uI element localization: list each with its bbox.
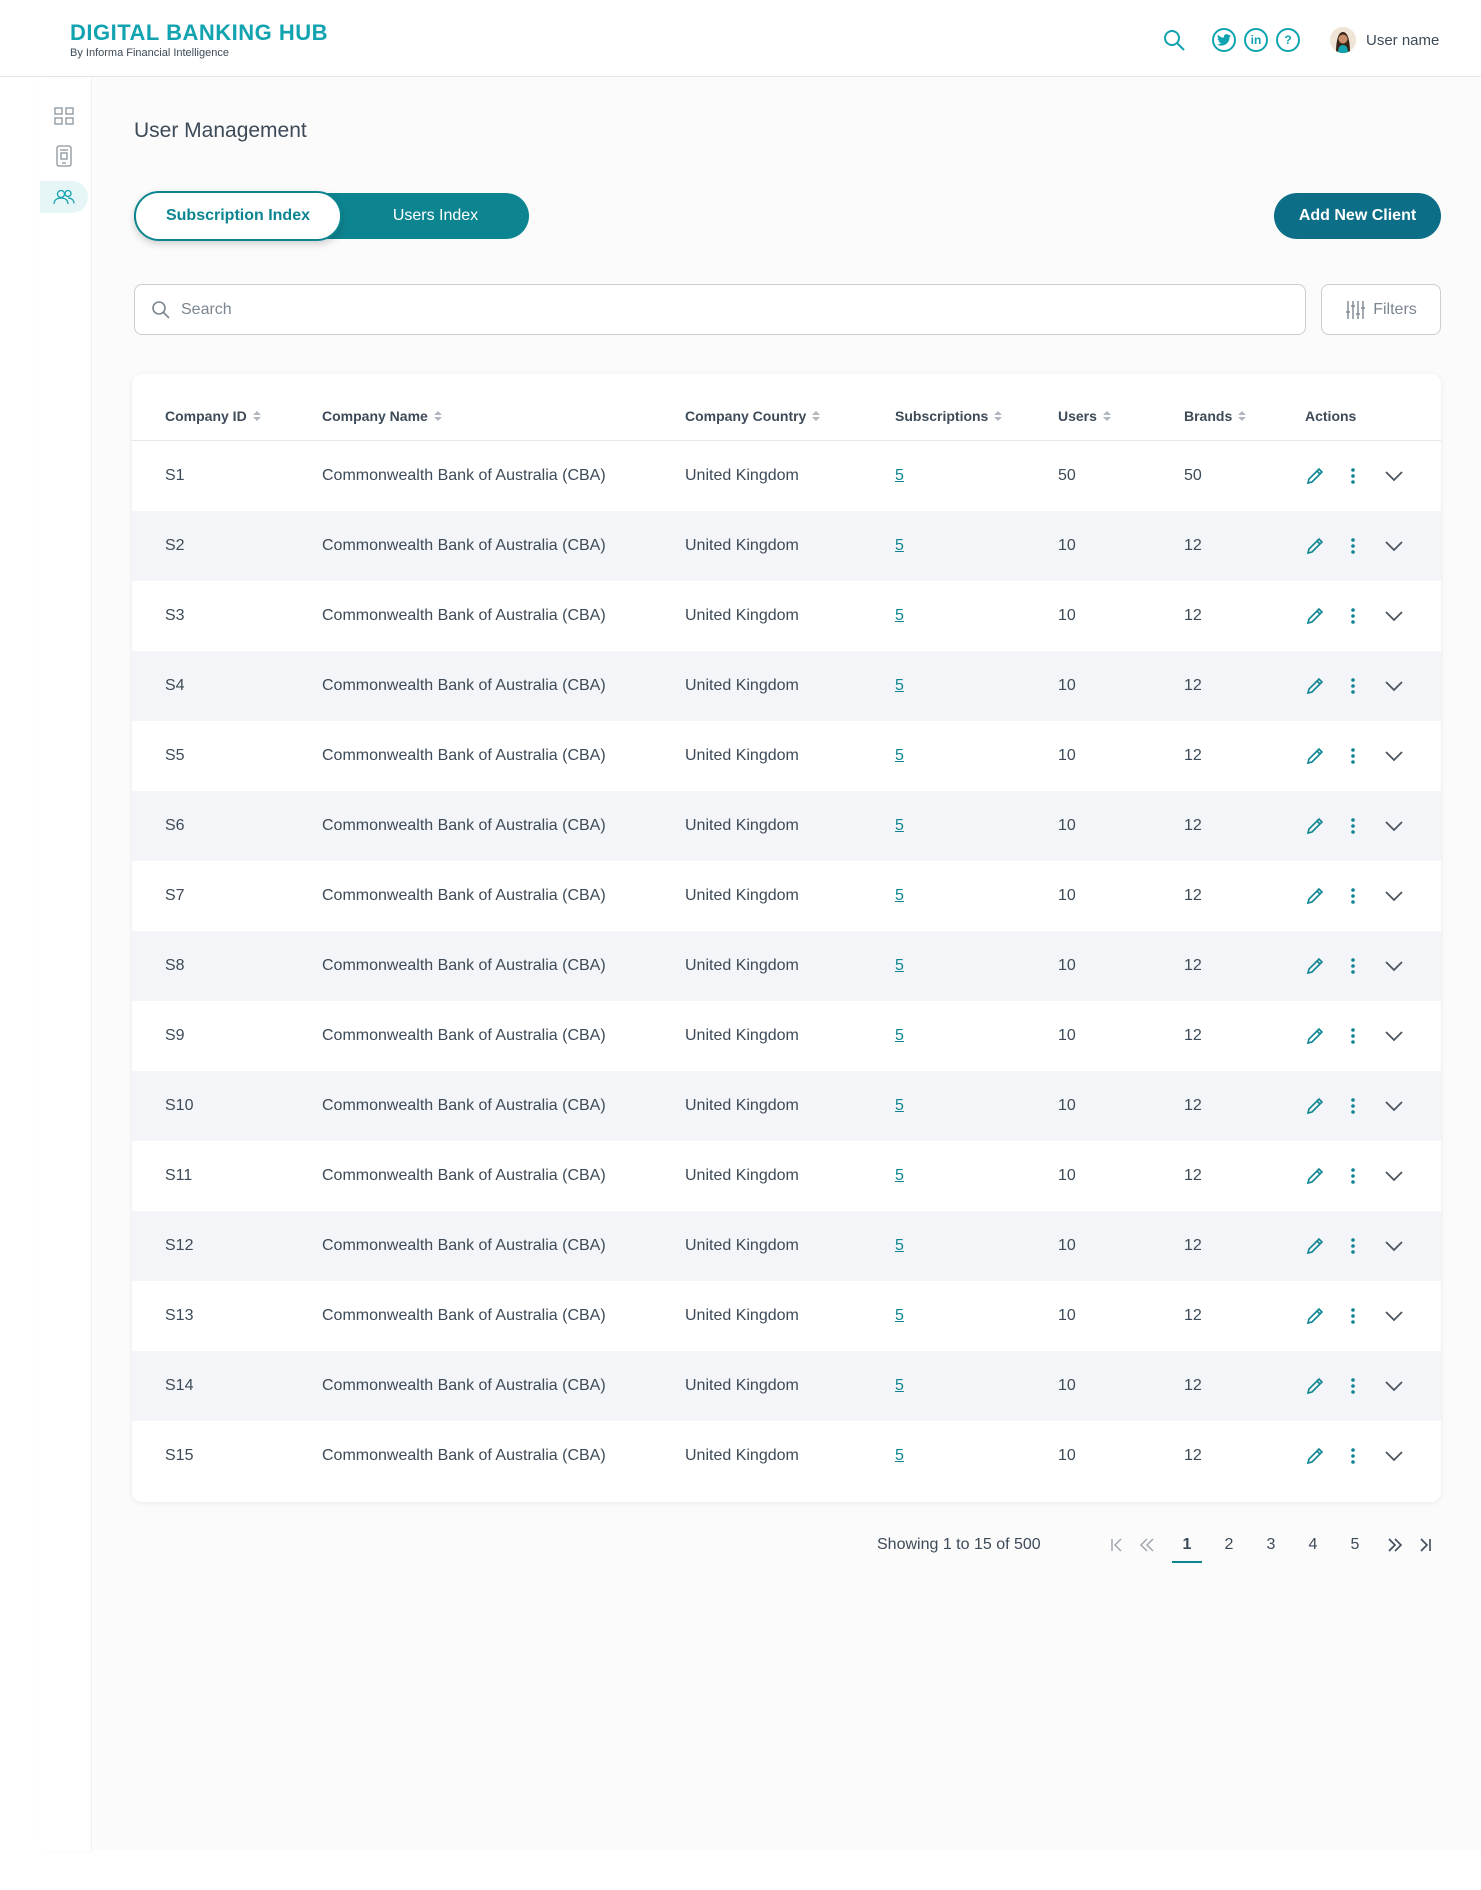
cell-company-country: United Kingdom <box>685 537 799 554</box>
cell-company-name: Commonwealth Bank of Australia (CBA) <box>322 1447 606 1464</box>
sidebar-item-users[interactable] <box>40 181 88 213</box>
chevron-down-icon[interactable] <box>1382 680 1406 692</box>
more-vertical-icon[interactable] <box>1342 1238 1364 1254</box>
cell-subscriptions <box>895 1071 904 1141</box>
chevron-down-icon[interactable] <box>1382 1170 1406 1182</box>
subscriptions-link[interactable]: 5 <box>895 537 904 554</box>
cell-company-country: United Kingdom <box>685 607 799 624</box>
cell-company-id: S11 <box>165 1167 193 1184</box>
cell-company-id: S5 <box>165 747 185 764</box>
cell-brands: 12 <box>1184 887 1202 904</box>
cell-company-country: United Kingdom <box>685 957 799 974</box>
edit-pencil-icon[interactable] <box>1304 606 1326 626</box>
edit-pencil-icon[interactable] <box>1304 1446 1326 1466</box>
mobile-icon <box>56 145 72 167</box>
row-actions <box>1304 861 1406 931</box>
cell-company-id: S14 <box>165 1377 194 1394</box>
table-row[interactable] <box>132 1351 1441 1421</box>
cell-brands: 12 <box>1184 537 1202 554</box>
cell-subscriptions <box>895 511 904 581</box>
cell-subscriptions <box>895 1211 904 1281</box>
row-actions <box>1304 581 1406 651</box>
page-numbers <box>1166 1529 1376 1561</box>
table-row[interactable] <box>132 791 1441 861</box>
cell-users: 10 <box>1058 1097 1076 1114</box>
cell-company-country: United Kingdom <box>685 1447 799 1464</box>
more-vertical-icon[interactable] <box>1342 958 1364 974</box>
more-vertical-icon[interactable] <box>1342 888 1364 904</box>
cell-subscriptions <box>895 441 904 511</box>
cell-brands: 12 <box>1184 957 1202 974</box>
cell-company-country: United Kingdom <box>685 1027 799 1044</box>
tab-subscription-index[interactable]: Subscription Index <box>134 191 342 241</box>
cell-brands: 12 <box>1184 1447 1202 1464</box>
cell-company-country: United Kingdom <box>685 1167 799 1184</box>
row-actions <box>1304 721 1406 791</box>
edit-pencil-icon[interactable] <box>1304 1166 1326 1186</box>
cell-company-name: Commonwealth Bank of Australia (CBA) <box>322 677 606 694</box>
cell-company-country: United Kingdom <box>685 887 799 904</box>
cell-brands: 12 <box>1184 747 1202 764</box>
table-row[interactable] <box>132 1001 1441 1071</box>
cell-subscriptions <box>895 1281 904 1351</box>
social-links <box>1212 28 1300 52</box>
chevron-down-icon[interactable] <box>1382 1310 1406 1322</box>
table-row[interactable] <box>132 861 1441 931</box>
cell-company-country: United Kingdom <box>685 1377 799 1394</box>
edit-pencil-icon[interactable] <box>1304 466 1326 486</box>
col-company-name[interactable] <box>322 408 442 424</box>
table-row[interactable] <box>132 931 1441 1001</box>
cell-company-country: United Kingdom <box>685 677 799 694</box>
table-row[interactable] <box>132 1211 1441 1281</box>
cell-brands: 12 <box>1184 1237 1202 1254</box>
more-vertical-icon[interactable] <box>1342 1308 1364 1324</box>
row-actions <box>1304 441 1406 511</box>
row-actions <box>1304 1351 1406 1421</box>
cell-users: 10 <box>1058 1307 1076 1324</box>
edit-pencil-icon[interactable] <box>1304 676 1326 696</box>
subscriptions-link[interactable]: 5 <box>895 607 904 624</box>
edit-pencil-icon[interactable] <box>1304 1026 1326 1046</box>
cell-company-name: Commonwealth Bank of Australia (CBA) <box>322 747 606 764</box>
more-vertical-icon[interactable] <box>1342 468 1364 484</box>
subscriptions-link[interactable]: 5 <box>895 1167 904 1184</box>
subscriptions-link[interactable]: 5 <box>895 1027 904 1044</box>
row-actions <box>1304 791 1406 861</box>
cell-company-id: S7 <box>165 887 185 904</box>
cell-company-country: United Kingdom <box>685 747 799 764</box>
dashboard-icon <box>54 107 74 125</box>
edit-pencil-icon[interactable] <box>1304 886 1326 906</box>
cell-company-id: S3 <box>165 607 185 624</box>
row-actions <box>1304 1001 1406 1071</box>
table-row[interactable] <box>132 651 1441 721</box>
cell-subscriptions <box>895 861 904 931</box>
cell-users: 10 <box>1058 1167 1076 1184</box>
chevron-down-icon[interactable] <box>1382 890 1406 902</box>
cell-company-name: Commonwealth Bank of Australia (CBA) <box>322 1237 606 1254</box>
subscriptions-link[interactable]: 5 <box>895 1307 904 1324</box>
table-row[interactable] <box>132 441 1441 511</box>
edit-pencil-icon[interactable] <box>1304 1096 1326 1116</box>
brand-logo[interactable] <box>70 21 328 59</box>
chevron-down-icon[interactable] <box>1382 820 1406 832</box>
row-actions <box>1304 1141 1406 1211</box>
cell-company-id: S15 <box>165 1447 194 1464</box>
next-pages-icon[interactable] <box>1380 1529 1410 1561</box>
cell-company-id: S1 <box>165 467 185 484</box>
cell-brands: 12 <box>1184 1097 1202 1114</box>
cell-brands: 12 <box>1184 1027 1202 1044</box>
cell-company-name: Commonwealth Bank of Australia (CBA) <box>322 1167 606 1184</box>
cell-company-id: S9 <box>165 1027 185 1044</box>
chevron-down-icon[interactable] <box>1382 610 1406 622</box>
edit-pencil-icon[interactable] <box>1304 746 1326 766</box>
sidebar <box>40 77 92 1850</box>
cell-company-id: S8 <box>165 957 185 974</box>
cell-users: 10 <box>1058 887 1076 904</box>
sort-icon <box>253 411 261 421</box>
cell-subscriptions <box>895 581 904 651</box>
row-actions <box>1304 1071 1406 1141</box>
first-page-icon[interactable] <box>1102 1529 1132 1561</box>
sidebar-item-dashboard[interactable] <box>40 100 88 132</box>
row-actions <box>1304 651 1406 721</box>
subscriptions-link[interactable]: 5 <box>895 1377 904 1394</box>
cell-company-name: Commonwealth Bank of Australia (CBA) <box>322 1097 606 1114</box>
twitter-icon[interactable] <box>1212 28 1236 52</box>
cell-company-name: Commonwealth Bank of Australia (CBA) <box>322 1307 606 1324</box>
cell-company-country: United Kingdom <box>685 1237 799 1254</box>
users-icon <box>53 189 75 205</box>
main-content <box>92 77 1481 1850</box>
sort-icon <box>994 411 1002 421</box>
col-company-id-label: Company ID <box>165 408 247 424</box>
table-row[interactable] <box>132 1281 1441 1351</box>
cell-subscriptions <box>895 651 904 721</box>
pagination-info: Showing 1 to 15 of 500 <box>877 1536 1041 1553</box>
add-new-client-button[interactable]: Add New Client <box>1274 193 1441 239</box>
cell-users: 10 <box>1058 957 1076 974</box>
sort-icon <box>1238 411 1246 421</box>
cell-subscriptions <box>895 791 904 861</box>
top-header <box>0 0 1481 77</box>
cell-company-name: Commonwealth Bank of Australia (CBA) <box>322 887 606 904</box>
cell-subscriptions <box>895 931 904 1001</box>
table-body <box>132 441 1441 1491</box>
more-vertical-icon[interactable] <box>1342 678 1364 694</box>
edit-pencil-icon[interactable] <box>1304 816 1326 836</box>
edit-pencil-icon[interactable] <box>1304 1306 1326 1326</box>
subscriptions-link[interactable]: 5 <box>895 677 904 694</box>
table-header <box>132 374 1441 441</box>
cell-company-name: Commonwealth Bank of Australia (CBA) <box>322 1377 606 1394</box>
table-row[interactable] <box>132 511 1441 581</box>
chevron-down-icon[interactable] <box>1382 960 1406 972</box>
row-actions <box>1304 1281 1406 1351</box>
prev-pages-icon[interactable] <box>1132 1529 1162 1561</box>
cell-company-id: S6 <box>165 817 185 834</box>
cell-users: 10 <box>1058 1027 1076 1044</box>
cell-company-country: United Kingdom <box>685 817 799 834</box>
cell-company-country: United Kingdom <box>685 1097 799 1114</box>
col-users[interactable] <box>1058 408 1111 424</box>
col-users-label: Users <box>1058 408 1097 424</box>
search-bar <box>134 284 1306 335</box>
subscriptions-link[interactable]: 5 <box>895 1237 904 1254</box>
cell-company-name: Commonwealth Bank of Australia (CBA) <box>322 957 606 974</box>
cell-brands: 50 <box>1184 467 1202 484</box>
cell-subscriptions <box>895 1421 904 1491</box>
more-vertical-icon[interactable] <box>1342 1168 1364 1184</box>
chevron-down-icon[interactable] <box>1382 750 1406 762</box>
cell-company-id: S12 <box>165 1237 194 1254</box>
chevron-down-icon[interactable] <box>1382 470 1406 482</box>
subscriptions-link[interactable]: 5 <box>895 1097 904 1114</box>
cell-users: 10 <box>1058 1377 1076 1394</box>
row-actions <box>1304 1421 1406 1491</box>
cell-company-name: Commonwealth Bank of Australia (CBA) <box>322 607 606 624</box>
cell-users: 50 <box>1058 467 1076 484</box>
cell-company-id: S10 <box>165 1097 194 1114</box>
page-number[interactable]: 3 <box>1266 1536 1276 1553</box>
user-name: User name <box>1366 31 1440 49</box>
subscriptions-link[interactable]: 5 <box>895 467 904 484</box>
edit-pencil-icon[interactable] <box>1304 1376 1326 1396</box>
cell-company-name: Commonwealth Bank of Australia (CBA) <box>322 817 606 834</box>
more-vertical-icon[interactable] <box>1342 1098 1364 1114</box>
more-vertical-icon[interactable] <box>1342 538 1364 554</box>
col-actions-label: Actions <box>1305 408 1357 424</box>
search-icon <box>151 300 171 320</box>
chevron-down-icon[interactable] <box>1382 540 1406 552</box>
cell-subscriptions <box>895 1001 904 1071</box>
brand-title: DIGITAL BANKING HUB <box>70 20 329 45</box>
sort-icon <box>434 411 442 421</box>
page-number[interactable]: 2 <box>1224 1536 1234 1553</box>
cell-company-id: S2 <box>165 537 185 554</box>
edit-pencil-icon[interactable] <box>1304 956 1326 976</box>
cell-brands: 12 <box>1184 1377 1202 1394</box>
row-actions <box>1304 931 1406 1001</box>
user-menu[interactable] <box>1330 27 1439 53</box>
table-row[interactable] <box>132 1421 1441 1491</box>
chevron-down-icon[interactable] <box>1382 1450 1406 1462</box>
index-toggle <box>134 193 529 239</box>
edit-pencil-icon[interactable] <box>1304 1236 1326 1256</box>
col-actions <box>1305 408 1356 424</box>
col-brands-label: Brands <box>1184 408 1233 424</box>
filters-label: Filters <box>1373 300 1417 318</box>
sort-icon <box>1103 411 1111 421</box>
col-company-id[interactable] <box>165 408 261 424</box>
col-company-country-label: Company Country <box>685 408 807 424</box>
cell-subscriptions <box>895 1351 904 1421</box>
cell-company-country: United Kingdom <box>685 1307 799 1324</box>
sidebar-item-mobile[interactable] <box>40 140 88 172</box>
col-subscriptions-label: Subscriptions <box>895 408 989 424</box>
last-page-icon[interactable] <box>1410 1529 1440 1561</box>
chevron-down-icon[interactable] <box>1382 1100 1406 1112</box>
row-actions <box>1304 511 1406 581</box>
subscriptions-link[interactable]: 5 <box>895 957 904 974</box>
clients-table <box>132 374 1441 1502</box>
brand-subtitle: By Informa Financial Intelligence <box>70 47 229 59</box>
page-title: User Management <box>134 119 307 142</box>
cell-brands: 12 <box>1184 817 1202 834</box>
cell-company-name: Commonwealth Bank of Australia (CBA) <box>322 537 606 554</box>
more-vertical-icon[interactable] <box>1342 608 1364 624</box>
cell-users: 10 <box>1058 537 1076 554</box>
page-number[interactable]: 1 <box>1166 1529 1208 1561</box>
linkedin-icon[interactable]: in <box>1244 28 1268 52</box>
table-row[interactable] <box>132 721 1441 791</box>
col-company-country[interactable] <box>685 408 820 424</box>
subscriptions-link[interactable]: 5 <box>895 817 904 834</box>
cell-users: 10 <box>1058 817 1076 834</box>
header-search-icon[interactable] <box>1162 28 1186 57</box>
subscriptions-link[interactable]: 5 <box>895 1447 904 1464</box>
cell-brands: 12 <box>1184 607 1202 624</box>
avatar <box>1330 27 1356 53</box>
cell-company-id: S13 <box>165 1307 194 1324</box>
cell-users: 10 <box>1058 747 1076 764</box>
cell-users: 10 <box>1058 607 1076 624</box>
more-vertical-icon[interactable] <box>1342 748 1364 764</box>
row-actions <box>1304 1211 1406 1281</box>
cell-brands: 12 <box>1184 1167 1202 1184</box>
cell-users: 10 <box>1058 1447 1076 1464</box>
page-number[interactable]: 4 <box>1308 1536 1318 1553</box>
edit-pencil-icon[interactable] <box>1304 536 1326 556</box>
more-vertical-icon[interactable] <box>1342 818 1364 834</box>
cell-company-name: Commonwealth Bank of Australia (CBA) <box>322 467 606 484</box>
cell-users: 10 <box>1058 1237 1076 1254</box>
cell-subscriptions <box>895 1141 904 1211</box>
filters-button[interactable] <box>1321 284 1441 335</box>
cell-users: 10 <box>1058 677 1076 694</box>
cell-company-id: S4 <box>165 677 185 694</box>
sort-icon <box>812 411 820 421</box>
subscriptions-link[interactable]: 5 <box>895 747 904 764</box>
table-row[interactable] <box>132 1071 1441 1141</box>
chevron-down-icon[interactable] <box>1382 1030 1406 1042</box>
col-subscriptions[interactable] <box>895 408 1002 424</box>
col-brands[interactable] <box>1184 408 1246 424</box>
subscriptions-link[interactable]: 5 <box>895 887 904 904</box>
col-company-name-label: Company Name <box>322 408 428 424</box>
table-row[interactable] <box>132 1141 1441 1211</box>
search-input[interactable] <box>181 301 1081 319</box>
page-number[interactable]: 5 <box>1350 1536 1360 1553</box>
help-icon[interactable]: ? <box>1276 28 1300 52</box>
filter-sliders-icon <box>1345 300 1365 320</box>
cell-brands: 12 <box>1184 677 1202 694</box>
cell-subscriptions <box>895 721 904 791</box>
chevron-down-icon[interactable] <box>1382 1380 1406 1392</box>
table-row[interactable] <box>132 581 1441 651</box>
cell-brands: 12 <box>1184 1307 1202 1324</box>
pagination <box>1102 1529 1440 1561</box>
more-vertical-icon[interactable] <box>1342 1448 1364 1464</box>
cell-company-country: United Kingdom <box>685 467 799 484</box>
tab-users-index[interactable]: Users Index <box>392 207 479 224</box>
more-vertical-icon[interactable] <box>1342 1378 1364 1394</box>
more-vertical-icon[interactable] <box>1342 1028 1364 1044</box>
cell-company-name: Commonwealth Bank of Australia (CBA) <box>322 1027 606 1044</box>
chevron-down-icon[interactable] <box>1382 1240 1406 1252</box>
